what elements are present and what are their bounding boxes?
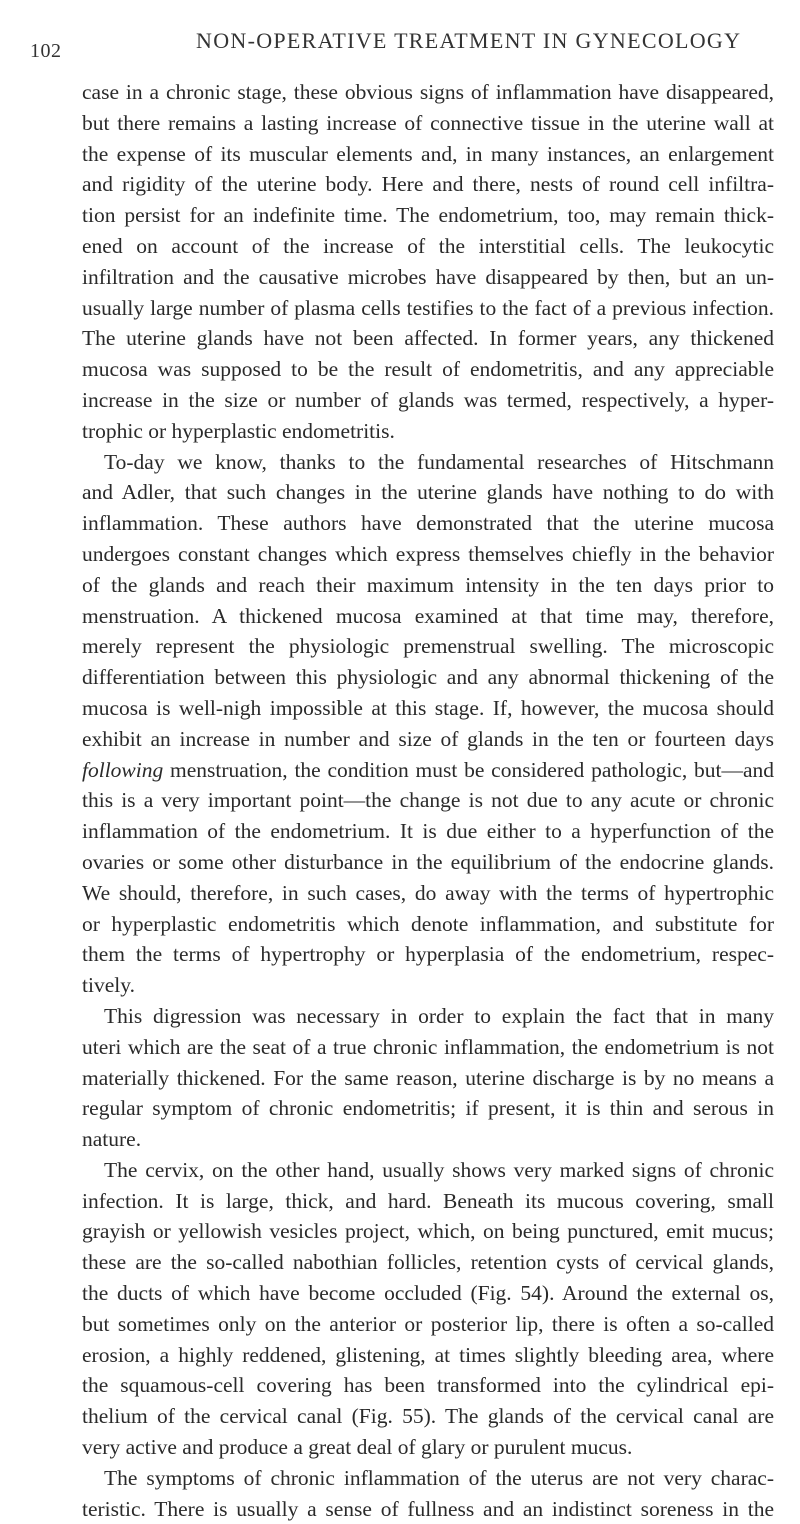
text-line: mucosa is well-nigh impossible at this stage. If, however, the mucosa should <box>82 695 774 720</box>
text-line: tively. <box>82 973 135 998</box>
text-line: these are the so-called nabothian follicles, retention cysts of cervical glands, <box>82 1250 774 1275</box>
text-line: the ducts of which have become occluded (Fig. 54). Around the external os, <box>82 1281 774 1306</box>
body-text <box>82 77 774 1524</box>
text-line: them the terms of hypertrophy or hyperplasia of the endometrium, respec- <box>82 942 774 967</box>
text-line: but there remains a lasting increase of connective tissue in the uterine wall at <box>82 110 774 135</box>
text-line: materially thickened. For the same reason, uterine discharge is by no means a <box>82 1065 774 1090</box>
text-line: trophic or hyperplastic endometritis. <box>82 418 395 443</box>
text-line: the squamous-cell covering has been transformed into the cylindrical epi- <box>82 1373 774 1398</box>
text-line: We should, therefore, in such cases, do away with the terms of hypertrophic <box>82 880 774 905</box>
text-line: erosion, a highly reddened, glistening, at times slightly bleeding area, where <box>82 1342 774 1367</box>
text-line: merely represent the physiologic premenstrual swelling. The microscopic <box>82 634 774 659</box>
running-title: NON-OPERATIVE TREATMENT IN GYNECOLOGY <box>196 28 742 53</box>
text-line: of the glands and reach their maximum intensity in the ten days prior to <box>82 572 774 597</box>
text-line: tion persist for an indefinite time. The endometrium, too, may remain thick- <box>82 203 774 228</box>
text-line: or hyperplastic endometritis which denote inflammation, and substitute for <box>82 911 774 936</box>
text-line: teristic. There is usually a sense of fullness and an indistinct soreness in the <box>82 1496 774 1521</box>
page-number: 102 <box>30 40 62 62</box>
text-line: ovaries or some other disturbance in the equilibrium of the endocrine glands. <box>82 849 774 874</box>
paragraph-start: This digression was necessary in order to explain the fact that in many <box>104 1003 774 1028</box>
page-header <box>0 20 800 60</box>
paragraph-start: The symptoms of chronic inflammation of the uterus are not very charac- <box>104 1465 774 1490</box>
text-line: infection. It is large, thick, and hard. Beneath its mucous covering, small <box>82 1188 774 1213</box>
text-line: but sometimes only on the anterior or posterior lip, there is often a so-called <box>82 1311 774 1336</box>
text-line: menstruation. A thickened mucosa examined at that time may, therefore, <box>82 603 774 628</box>
line-remainder: menstruation, the condition must be considered pathologic, but—and <box>170 757 774 782</box>
text-line: nature. <box>82 1127 142 1152</box>
text-line: this is a very important point—the change is not due to any acute or chronic <box>82 788 774 813</box>
italic-word: following <box>82 757 164 782</box>
text-line: and rigidity of the uterine body. Here and there, nests of round cell infiltra- <box>82 172 774 197</box>
text-line: ened on account of the increase of the interstitial cells. The leukocytic <box>82 233 774 258</box>
text-line: inflammation of the endometrium. It is due either to a hyperfunction of the <box>82 819 774 844</box>
paragraph-start: The cervix, on the other hand, usually shows very marked signs of chronic <box>104 1157 774 1182</box>
text-line: case in a chronic stage, these obvious signs of inflammation have disappeared, <box>82 80 774 104</box>
text-line: The uterine glands have not been affected. In former years, any thickened <box>82 326 774 351</box>
text-line: inflammation. These authors have demonstrated that the uterine mucosa <box>82 511 774 536</box>
text-line: differentiation between this physiologic and any abnormal thickening of the <box>82 665 774 690</box>
text-line: very active and produce a great deal of glary or purulent mucus. <box>82 1435 633 1460</box>
text-line: infiltration and the causative microbes have disappeared by then, but an un- <box>82 264 774 289</box>
text-line: the expense of its muscular elements and, in many instances, an enlargement <box>82 141 774 166</box>
text-line: and Adler, that such changes in the uterine glands have nothing to do with <box>82 480 774 505</box>
paragraph-start: To-day we know, thanks to the fundamental researches of Hitschmann <box>104 449 774 474</box>
text-line: usually large number of plasma cells testifies to the fact of a previous infection. <box>82 295 774 320</box>
text-line: uteri which are the seat of a true chronic inflammation, the endometrium is not <box>82 1034 774 1059</box>
text-line-with-italic <box>82 755 774 786</box>
text-line: grayish or yellowish vesicles project, which, on being punctured, emit mucus; <box>82 1219 774 1244</box>
text-line: undergoes constant changes which express themselves chiefly in the behavior <box>82 541 774 566</box>
text-line: exhibit an increase in number and size of glands in the ten or fourteen days <box>82 726 774 751</box>
text-line: regular symptom of chronic endometritis; if present, it is thin and serous in <box>82 1096 774 1121</box>
text-line: mucosa was supposed to be the result of endometritis, and any appreciable <box>82 357 774 382</box>
text-line: increase in the size or number of glands was termed, respectively, a hyper- <box>82 387 774 412</box>
text-line: thelium of the cervical canal (Fig. 55). The glands of the cervical canal are <box>82 1404 774 1429</box>
